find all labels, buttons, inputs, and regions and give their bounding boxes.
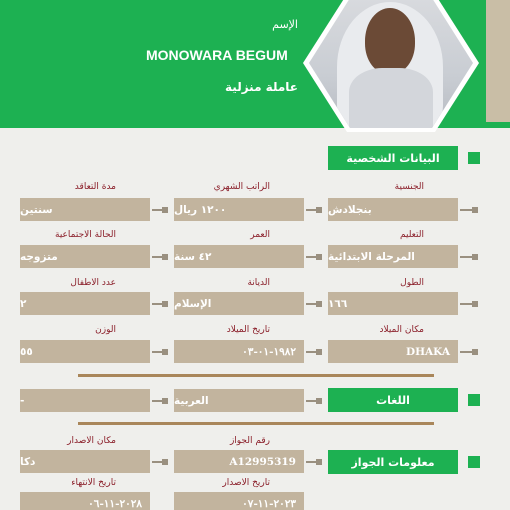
section-languages: اللغات	[328, 388, 458, 412]
job-title: عاملة منزلية	[225, 80, 298, 94]
photo-scarf-fold	[349, 68, 433, 128]
label-education: التعليم	[400, 230, 424, 240]
label-issue-place: مكان الاصدار	[67, 436, 116, 446]
field-children: ٢	[20, 292, 150, 315]
label-children: عدد الاطفال	[70, 278, 116, 288]
field-religion: الإسلام	[174, 292, 304, 315]
section-marker	[468, 152, 480, 164]
field-contract: سنتين	[20, 198, 150, 221]
field-passport-number: A12995319	[174, 450, 304, 473]
label-expiry-date: تاريخ الانتهاء	[71, 478, 116, 488]
label-marital-status: الحالة الاجتماعية	[55, 230, 116, 240]
label-age: العمر	[250, 230, 270, 240]
field-issue-date: ٢٠٢٣-١١-٠٧	[174, 492, 304, 510]
field-weight: ٥٥	[20, 340, 150, 363]
section-divider	[78, 422, 434, 425]
label-issue-date: تاريخ الاصدار	[222, 478, 270, 488]
section-marker	[468, 456, 480, 468]
label-birthdate: تاريخ الميلاد	[226, 325, 270, 335]
field-birthplace: DHAKA	[328, 340, 458, 363]
field-birthdate: ١٩٨٢-٠١-٠٣	[174, 340, 304, 363]
label-nationality: الجنسية	[394, 182, 424, 192]
connector-square	[162, 301, 168, 307]
connector-square	[316, 459, 322, 465]
section-personal-info: البيانات الشخصية	[328, 146, 458, 170]
connector-square	[316, 254, 322, 260]
name-label: الإسم	[272, 18, 298, 31]
connector-square	[316, 349, 322, 355]
label-birthplace: مكان الميلاد	[379, 325, 424, 335]
field-language-other: -	[20, 389, 150, 412]
connector-square	[162, 254, 168, 260]
label-contract: مدة التعاقد	[74, 182, 116, 192]
connector-square	[162, 207, 168, 213]
field-issue-place: دكا	[20, 450, 150, 473]
field-salary: ١٢٠٠ ريال	[174, 198, 304, 221]
field-nationality: بنجلادش	[328, 198, 458, 221]
side-strip	[486, 0, 510, 122]
label-height: الطول	[400, 278, 424, 288]
label-salary: الراتب الشهري	[213, 182, 270, 192]
label-weight: الوزن	[95, 325, 116, 335]
field-language-arabic: العربية	[174, 389, 304, 412]
label-religion: الديانة	[247, 278, 270, 288]
field-age: ٤٢ سنة	[174, 245, 304, 268]
section-passport-info: معلومات الجواز	[328, 450, 458, 474]
field-marital-status: متزوجه	[20, 245, 150, 268]
connector-square	[316, 207, 322, 213]
section-marker	[468, 394, 480, 406]
connector-square	[472, 349, 478, 355]
field-height: ١٦٦	[328, 292, 458, 315]
photo-face	[365, 8, 415, 74]
field-education: المرحلة الابتدائية	[328, 245, 458, 268]
connector-square	[472, 254, 478, 260]
candidate-name: MONOWARA BEGUM	[146, 47, 288, 63]
connector-square	[162, 459, 168, 465]
field-expiry-date: ٢٠٢٨-١١-٠٦	[20, 492, 150, 510]
connector-square	[162, 349, 168, 355]
label-passport-number: رقم الجواز	[229, 436, 270, 446]
connector-square	[162, 398, 168, 404]
connector-square	[316, 398, 322, 404]
section-divider	[78, 374, 434, 377]
connector-square	[316, 301, 322, 307]
connector-square	[472, 301, 478, 307]
connector-square	[472, 207, 478, 213]
